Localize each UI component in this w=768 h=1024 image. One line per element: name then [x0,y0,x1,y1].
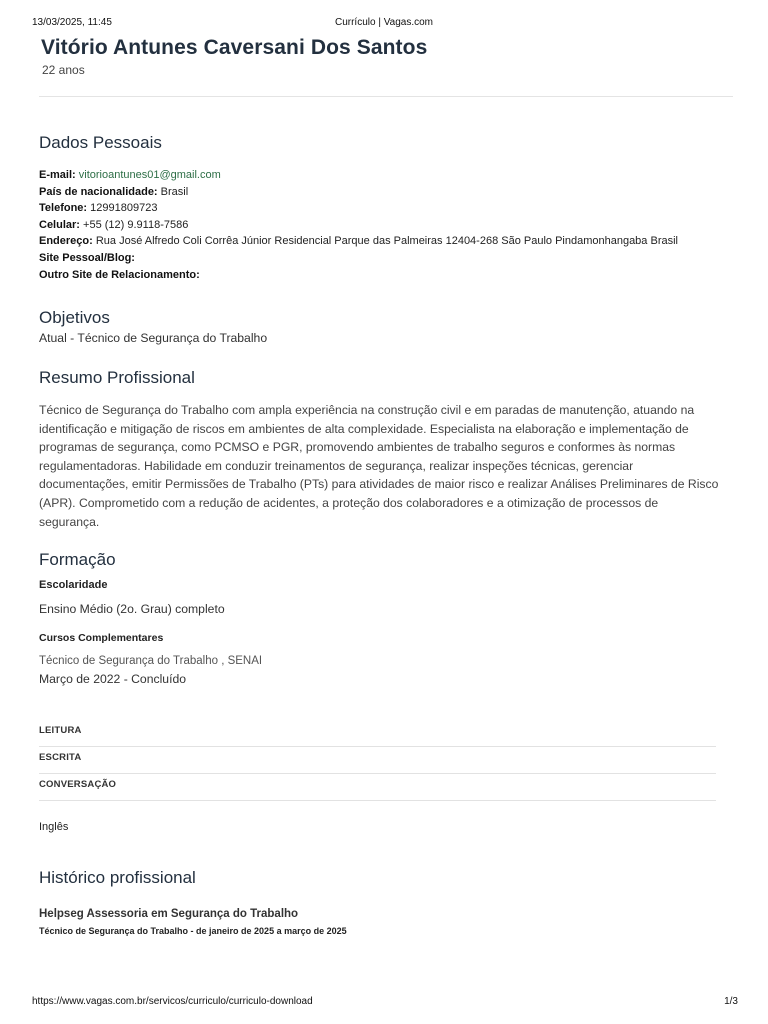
personal-info [39,167,678,283]
print-page-title: Currículo | Vagas.com [334,17,433,28]
course-name: Técnico de Segurança do Trabalho , SENAI [39,655,263,667]
objectives-section-title: Objetivos [39,308,110,327]
personal-section-title: Dados Pessoais [39,133,162,152]
phone-label: Telefone: [39,202,88,215]
print-date: 13/03/2025, 11:45 [32,17,112,28]
language-skill-row: CONVERSAÇÃO [39,774,716,801]
job-title-period: Técnico de Segurança do Trabalho - de janeiro de 2025 a março de 2025 [39,926,347,936]
summary-section-title: Resumo Profissional [39,368,195,387]
email-row [39,167,678,184]
header-divider [39,96,733,97]
schooling-value: Ensino Médio (2o. Grau) completo [39,602,225,616]
address-row [39,233,678,250]
candidate-age: 22 anos [42,63,85,77]
nationality-row [39,184,678,201]
history-section-title: Histórico profissional [39,868,196,887]
nationality-label: País de nacionalidade: [39,185,158,198]
email-link[interactable]: vitorioantunes01@gmail.com [78,169,221,181]
other-site-row [39,267,678,284]
cell-label: Celular: [39,218,80,231]
cell-value: +55 (12) 9.9118-7586 [83,218,189,231]
courses-label: Cursos Complementares [39,632,164,644]
education-section-title: Formação [39,550,116,569]
language-skill-row: ESCRITA [39,747,716,774]
candidate-name: Vitório Antunes Caversani Dos Santos [41,36,428,59]
phone-row [39,200,678,217]
site-row [39,250,678,267]
print-url: https://www.vagas.com.br/servicos/curriculo/curriculo-download [32,996,313,1007]
other-site-label: Outro Site de Relacionamento: [39,268,200,281]
language-skill-row: LEITURA [39,720,716,747]
address-value: Rua José Alfredo Coli Corrêa Júnior Residencial Parque das Palmeiras 12404-268 São Paulo Pindamonhangaba Brasil [95,235,678,248]
site-label: Site Pessoal/Blog: [39,251,135,264]
schooling-label: Escolaridade [39,579,108,591]
address-label: Endereço: [39,235,93,248]
course-status: Março de 2022 - Concluído [39,672,187,686]
email-label: E-mail: [39,169,76,181]
summary-text: Técnico de Segurança do Trabalho com ampla experiência na construção civil e em paradas de manutenção, atuando na identificação e mitigação de riscos em ambientes de alta complexidade. Especialista na elaboração e implementação de programas de segurança, como PCMSO e PGR, promovendo ambientes de trabalho seguros e conformes às normas regulamentadoras. Habilidade em conduzir treinamentos de segurança, realizar inspeções técnicas, gerenciar documentações, emitir Permissões de Trabalho (PTs) para atividades de maior risco e realizar Análises Preliminares de Risco (APR). Comprometido com a redução de acidentes, a proteção dos colaboradores e a otimização de processos de segurança. [39,403,719,529]
company-name: Helpseg Assessoria em Segurança do Trabalho [39,908,299,920]
nationality-value: Brasil [160,185,189,198]
phone-value: 12991809723 [90,202,158,215]
page-number: 1/3 [724,996,738,1007]
language-name: Inglês [39,821,69,833]
objective-text: Atual - Técnico de Segurança do Trabalho [39,331,268,345]
cell-row [39,217,678,234]
